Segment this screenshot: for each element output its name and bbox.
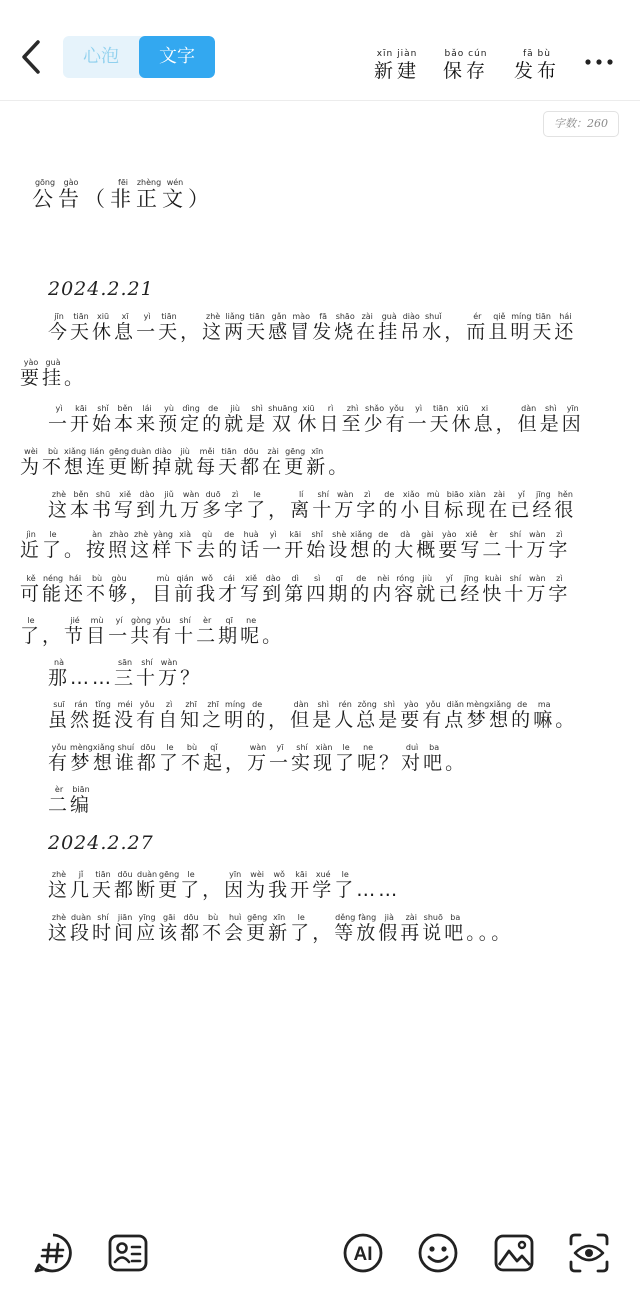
tab-heart-bubble[interactable]: 心泡	[83, 46, 119, 67]
word-count-label: 字数：	[554, 117, 587, 130]
mention-button[interactable]	[106, 1231, 150, 1275]
image-icon	[492, 1231, 536, 1275]
paragraph-line: 二èr编biān	[48, 785, 93, 816]
save-button[interactable]	[443, 48, 489, 82]
preview-button[interactable]	[567, 1231, 611, 1275]
date-heading: 2024.2.27	[48, 832, 154, 854]
word-count-badge	[543, 111, 619, 137]
bottom-toolbar	[0, 1215, 640, 1297]
preview-eye-icon	[567, 1231, 611, 1275]
ai-label: AI	[353, 1244, 373, 1265]
date-heading: 2024.2.21	[48, 278, 154, 300]
paragraph-line: 为wèi不bù想xiǎng连lián更gēng断duàn掉diào就jiù每měi天tiān都dōu在zài更gēng新xīn。	[20, 447, 351, 478]
new-button-pinyin: xīn jiàn	[376, 49, 418, 59]
top-bar	[0, 0, 640, 101]
paragraph-line: 近jìn了le。按àn照zhào这zhè样yàng下xià去qù的de话huà一yì开kāi始shǐ设shè想xiǎng的de大dà概gài要yào写xiě二èr十shí万wàn字zì	[20, 530, 571, 561]
tab-text[interactable]: 文字	[139, 36, 215, 78]
paragraph-line: 这zhè本běn书shū写xiě到dào九jiǔ万wàn多duō字zì了le，离lí十shí万wàn字zì的de小xiǎo目mù标biāo现xiàn在zài已yǐ经jīng很hěn	[48, 490, 577, 521]
paragraph-line: 要yào挂guà。	[20, 358, 87, 389]
paragraph-line: 这zhè几jǐ天tiān都dōu断duàn更gēng了le，因yīn为wèi我wǒ开kāi学xué了le……	[48, 870, 401, 901]
paragraph-line: 今jīn天tiān休xiū息xī一yì天tiān，这zhè两liǎng天tiān感gǎn冒mào发fā烧shāo在zài挂guà吊diào水shuǐ，而ér且qiě明míng天tiān还hái	[48, 312, 577, 343]
contact-card-icon	[106, 1231, 150, 1275]
hashtag-icon	[31, 1231, 75, 1275]
new-button[interactable]	[374, 48, 420, 82]
more-button[interactable]	[584, 52, 614, 62]
topic-button[interactable]	[31, 1231, 75, 1275]
more-dots-icon	[584, 57, 614, 67]
save-button-label: 保存	[443, 60, 490, 82]
new-button-label: 新建	[374, 60, 421, 82]
back-button[interactable]	[14, 34, 54, 80]
paragraph-line: 虽suī然rán挺tǐng没méi有yǒu自zì知zhī之zhī明míng的de，但dàn是shì人rén总zǒng是shì要yào有yǒu点diǎn梦mèng想xiǎng的de嘛ma。	[48, 700, 578, 731]
save-button-pinyin: bǎo cún	[444, 49, 488, 59]
paragraph-line: 一yì开kāi始shǐ本běn来lái预yù定dìng的de就jiù是shì双shuāng休xiū日rì至zhì少shǎo有yǒu一yì天tiān休xiū息xi，但dàn是shì因yīn	[48, 404, 584, 435]
chevron-left-icon	[14, 34, 54, 80]
publish-button-pinyin: fā bù	[523, 49, 551, 59]
paragraph-line: 可kě能néng还hái不bù够gòu，目mù前qián我wǒ才cái写xiě到dào第dì四sì期qī的de内nèi容róng就jiù已yǐ经jīng快kuài十shí万wàn字zì	[20, 574, 571, 605]
mode-switch	[63, 36, 215, 78]
emoji-button[interactable]	[416, 1231, 460, 1275]
doc-title: 公gōng告gào（非fēi正zhèng文wén）	[32, 178, 214, 211]
ai-icon	[341, 1231, 385, 1275]
paragraph-line: 有yǒu梦mèng想xiǎng谁shuí都dōu了le不bù起qǐ，万wàn一yī实shí现xiàn了le呢ne？对duì吧ba。	[48, 743, 468, 774]
publish-button[interactable]	[514, 48, 560, 82]
word-count-value: 260	[587, 117, 608, 130]
ai-button[interactable]	[341, 1231, 385, 1275]
paragraph-line: 那nà……三sān十shí万wàn？	[48, 658, 203, 689]
paragraph-line: 这zhè段duàn时shí间jiān应yīng该gāi都dōu不bù会huì更gēng新xīn了le，等děng放fàng假jià再zài说shuō吧ba。。。	[48, 913, 514, 944]
emoji-icon	[416, 1231, 460, 1275]
paragraph-line: 了le，节jié目mù一yí共gòng有yǒu十shí二èr期qī呢ne。	[20, 616, 285, 647]
image-button[interactable]	[492, 1231, 536, 1275]
publish-button-label: 发布	[514, 60, 561, 82]
